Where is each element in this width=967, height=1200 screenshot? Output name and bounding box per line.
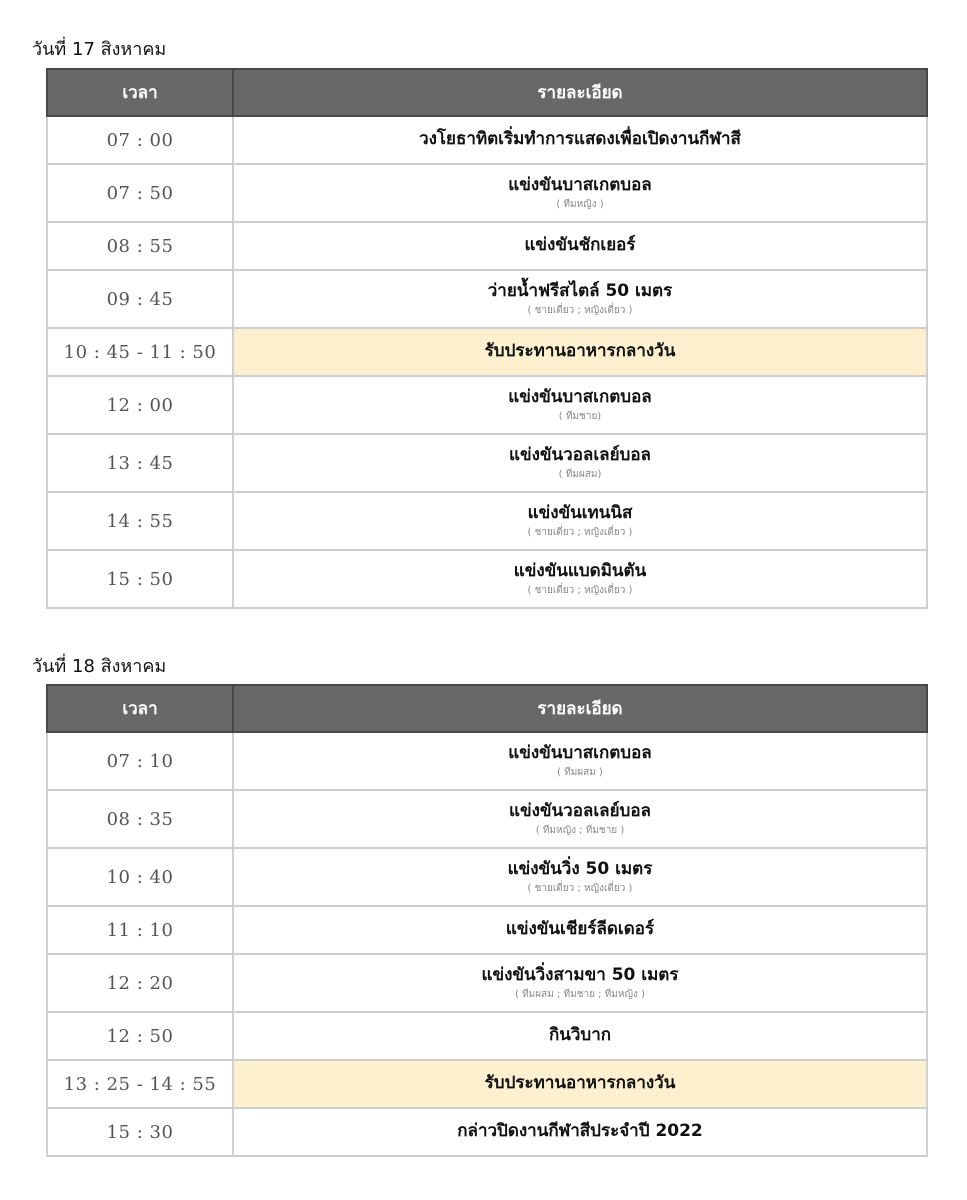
activity-note: ( ทีมผสม ) [557, 766, 603, 778]
activity-note: ( ชายเดี่ยว ; หญิงเดี่ยว ) [527, 882, 633, 894]
activity-note: ( ทีมชาย) [558, 410, 602, 422]
activity-name: กินวิบาก [548, 1025, 612, 1046]
detail-cell [233, 790, 927, 848]
activity-name: แข่งขันวอลเลย์บอล [509, 444, 651, 465]
table-row [47, 116, 927, 164]
time-column-header: เวลา [47, 685, 233, 732]
table-row [47, 790, 927, 848]
activity-name: แข่งขันชักเยอร์ [524, 235, 636, 256]
time-cell: 07 : 00 [47, 116, 233, 164]
detail-cell [233, 1012, 927, 1060]
detail-cell [233, 1108, 927, 1156]
time-cell: 10 : 40 [47, 848, 233, 906]
activity-note: ( ชายเดี่ยว ; หญิงเดี่ยว ) [527, 584, 633, 596]
detail-cell [233, 164, 927, 222]
detail-column-header: รายละเอียด [233, 685, 927, 732]
time-column-header: เวลา [47, 69, 233, 116]
time-cell: 07 : 50 [47, 164, 233, 222]
detail-cell [233, 222, 927, 270]
activity-note: ( ชายเดี่ยว ; หญิงเดี่ยว ) [527, 304, 633, 316]
activity-name: แข่งขันบาสเกตบอล [508, 386, 652, 407]
day-title: วันที่ 18 สิงหาคม [32, 656, 167, 677]
detail-cell [233, 270, 927, 328]
detail-cell-highlighted [233, 1060, 927, 1108]
detail-column-header: รายละเอียด [233, 69, 927, 116]
time-cell: 13 : 25 - 14 : 55 [47, 1060, 233, 1108]
table-row [47, 434, 927, 492]
detail-cell [233, 376, 927, 434]
activity-name: วงโยธาทิตเริ่มทำการแสดงเพื่อเปิดงานกีฬาสี [419, 129, 741, 150]
table-row [47, 954, 927, 1012]
activity-name: แข่งขันบาสเกตบอล [508, 742, 652, 763]
activity-name: รับประทานอาหารกลางวัน [484, 1073, 676, 1094]
schedule-table [46, 684, 928, 1157]
table-row [47, 550, 927, 608]
detail-cell [233, 116, 927, 164]
detail-cell-highlighted [233, 328, 927, 376]
detail-cell [233, 954, 927, 1012]
activity-name: รับประทานอาหารกลางวัน [484, 341, 676, 362]
time-cell: 12 : 50 [47, 1012, 233, 1060]
table-row [47, 328, 927, 376]
table-row [47, 222, 927, 270]
table-row [47, 1108, 927, 1156]
table-header-row [47, 685, 927, 732]
time-cell: 11 : 10 [47, 906, 233, 954]
time-cell: 14 : 55 [47, 492, 233, 550]
time-cell: 12 : 00 [47, 376, 233, 434]
detail-cell [233, 732, 927, 790]
table-row [47, 164, 927, 222]
schedule-table [46, 68, 928, 609]
table-row [47, 270, 927, 328]
detail-cell [233, 434, 927, 492]
activity-note: ( ทีมผสม ; ทีมชาย ; ทีมหญิง ) [515, 988, 645, 1000]
table-row [47, 376, 927, 434]
time-cell: 08 : 35 [47, 790, 233, 848]
table-row [47, 492, 927, 550]
table-header-row [47, 69, 927, 116]
activity-name: แข่งขันบาสเกตบอล [508, 174, 652, 195]
time-cell: 07 : 10 [47, 732, 233, 790]
time-cell: 08 : 55 [47, 222, 233, 270]
table-row [47, 906, 927, 954]
detail-cell [233, 848, 927, 906]
detail-cell [233, 492, 927, 550]
day-title: วันที่ 17 สิงหาคม [32, 39, 167, 60]
table-row [47, 848, 927, 906]
activity-note: ( ทีมผสม) [558, 468, 602, 480]
time-cell: 12 : 20 [47, 954, 233, 1012]
activity-name: ว่ายน้ำฟรีสไตล์ 50 เมตร [487, 280, 673, 301]
table-row [47, 732, 927, 790]
activity-note: ( ทีมหญิง ) [556, 198, 604, 210]
time-cell: 15 : 30 [47, 1108, 233, 1156]
table-row [47, 1012, 927, 1060]
time-cell: 13 : 45 [47, 434, 233, 492]
activity-note: ( ทีมหญิง ; ทีมชาย ) [535, 824, 625, 836]
detail-cell [233, 550, 927, 608]
activity-name: แข่งขันเชียร์ลีดเดอร์ [505, 919, 655, 940]
activity-note: ( ชายเดี่ยว ; หญิงเดี่ยว ) [527, 526, 633, 538]
activity-name: แข่งขันแบดมินตัน [513, 560, 647, 581]
activity-name: แข่งขันวิ่งสามขา 50 เมตร [481, 964, 679, 985]
activity-name: แข่งขันเทนนิส [527, 502, 633, 523]
activity-name: แข่งขันวิ่ง 50 เมตร [507, 858, 653, 879]
table-row [47, 1060, 927, 1108]
time-cell: 09 : 45 [47, 270, 233, 328]
activity-name: กล่าวปิดงานกีฬาสีประจำปี 2022 [457, 1121, 703, 1142]
activity-name: แข่งขันวอลเลย์บอล [509, 800, 651, 821]
time-cell: 15 : 50 [47, 550, 233, 608]
time-cell: 10 : 45 - 11 : 50 [47, 328, 233, 376]
detail-cell [233, 906, 927, 954]
